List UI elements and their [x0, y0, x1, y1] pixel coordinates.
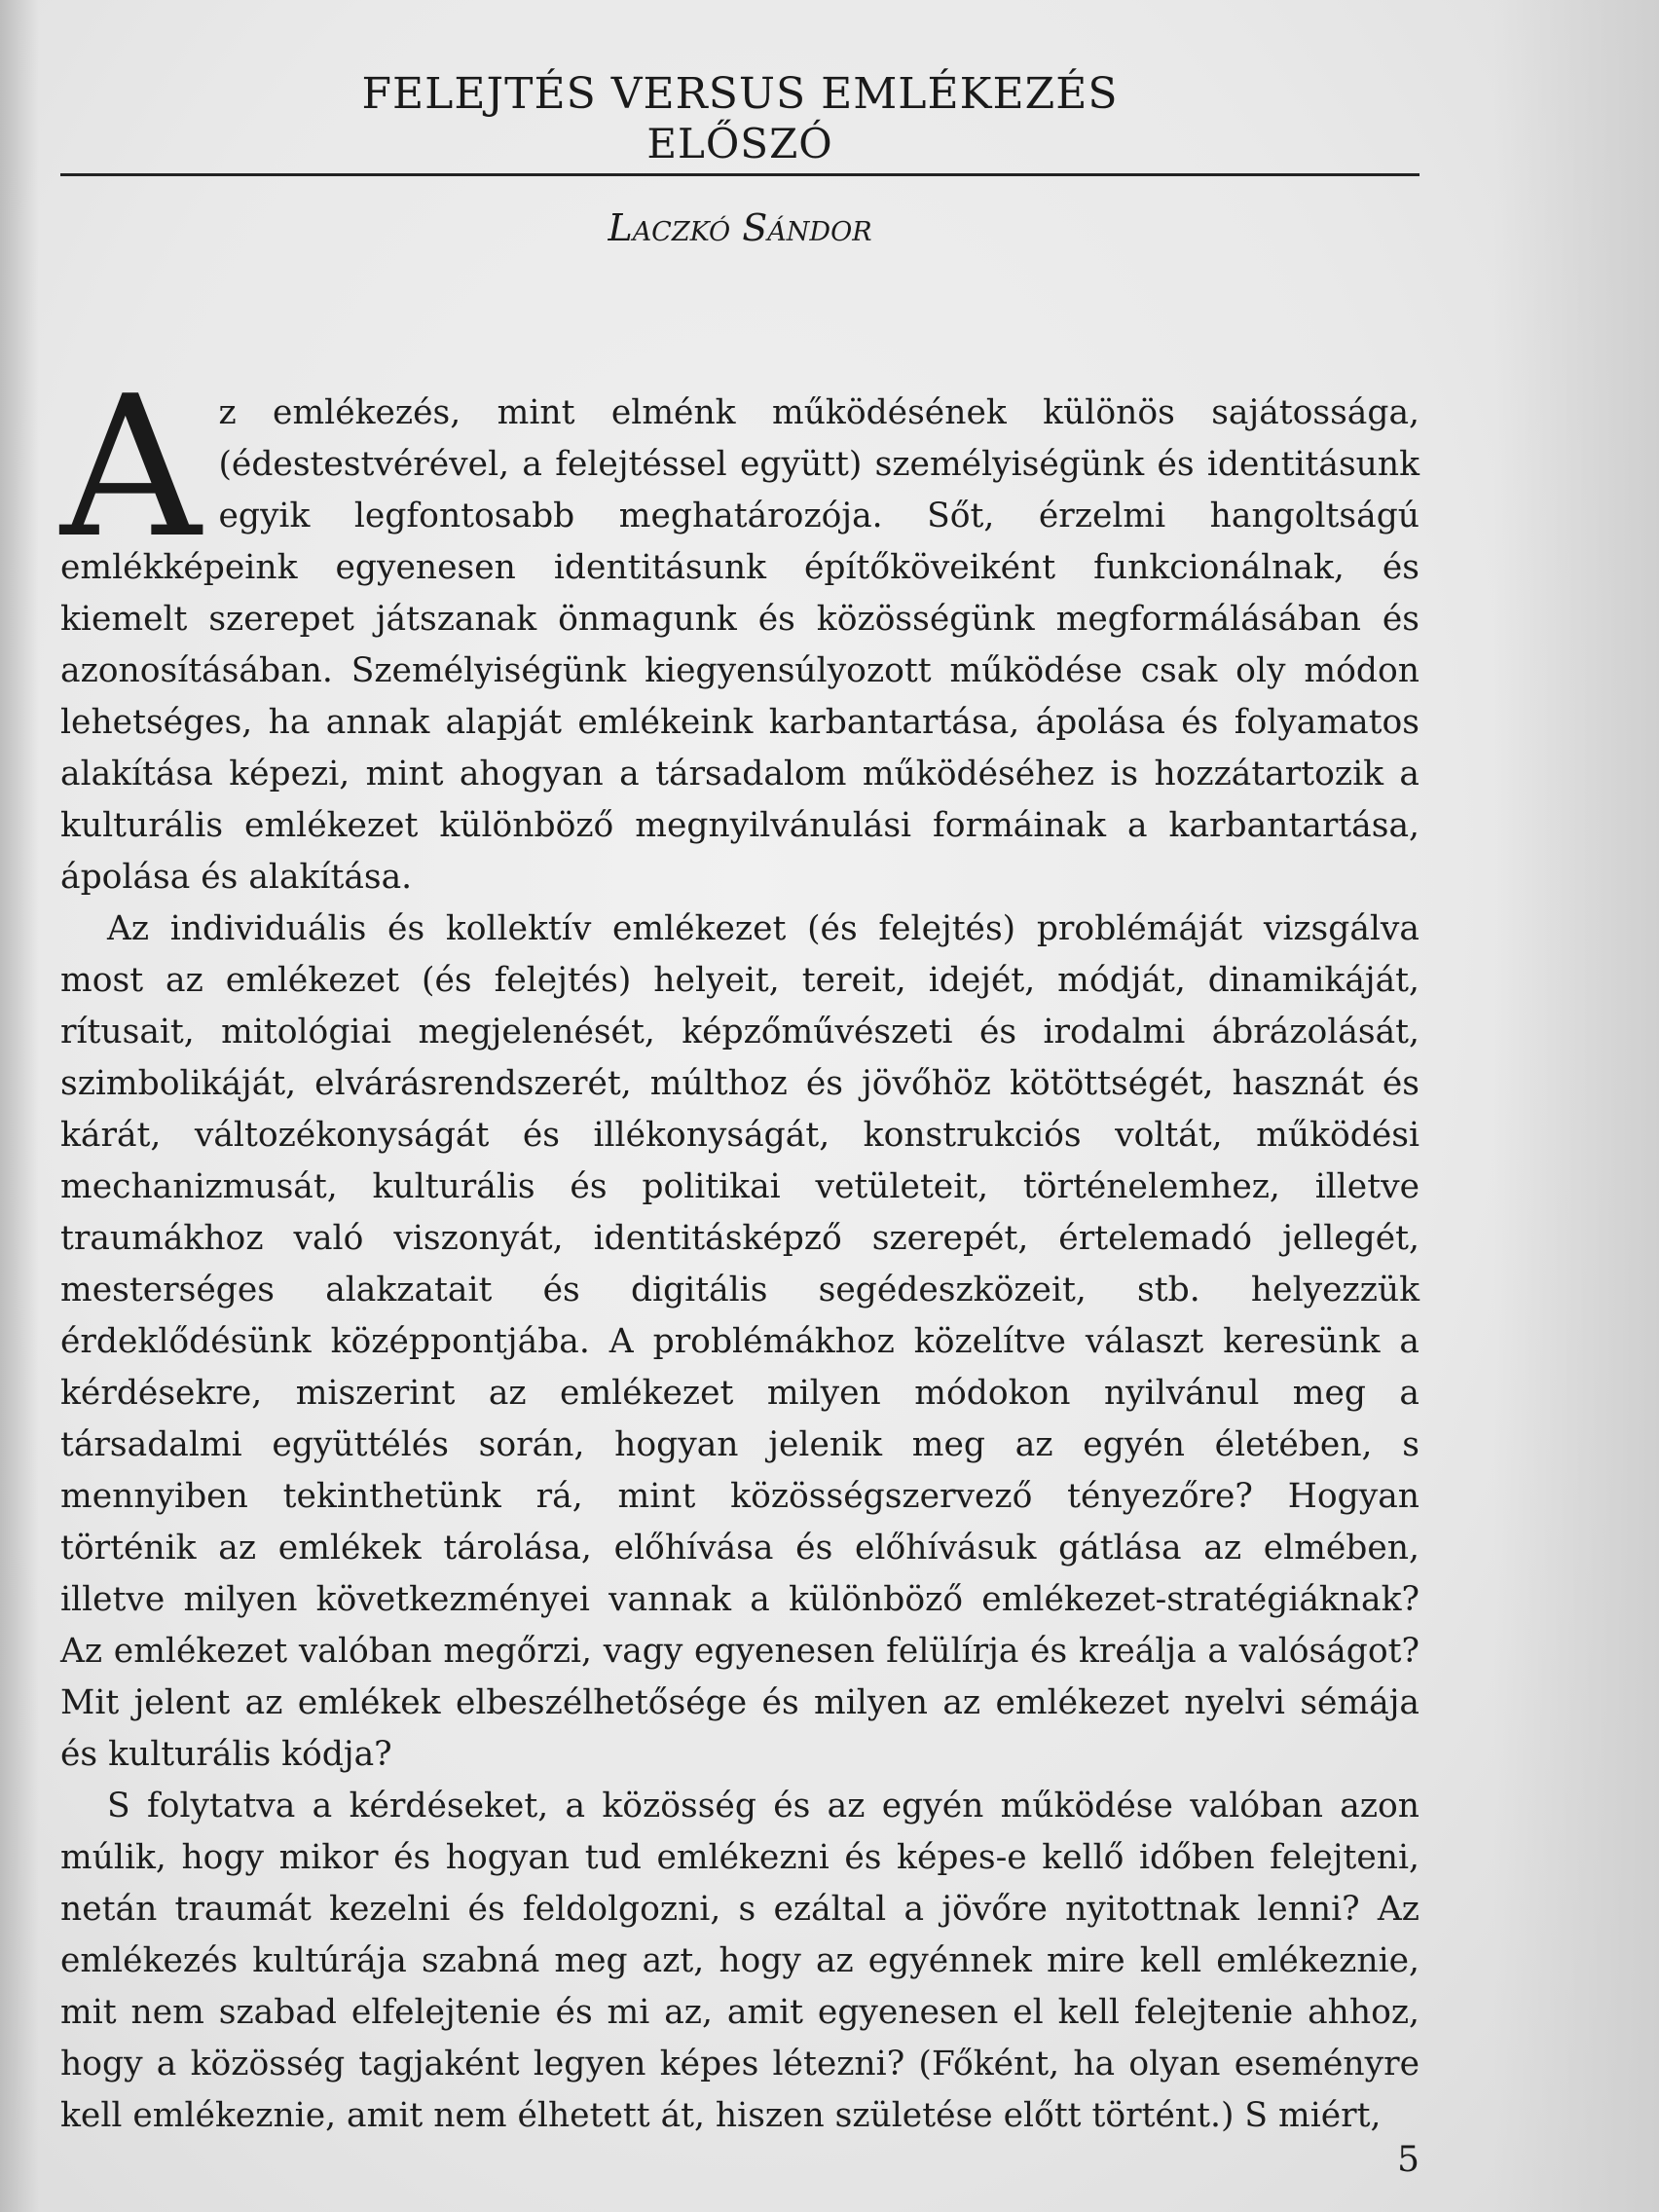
page-edge-shadow	[1493, 0, 1659, 2212]
spine-shadow	[0, 0, 39, 2212]
drop-cap: A	[60, 354, 202, 581]
chapter-header	[60, 68, 1419, 167]
paragraph-2: Az individuális és kollektív emlékezet (és felejtés) problémáját vizsgálva most az emlékezet (és felejtés) helyeit, tereit, idejét, módját, dinamikáját, rítusait, mitológiai megjelenését, képzőművészeti és irodalmi ábrázolását, szimbolikáját, elvárásrendszerét, múlthoz és jövőhöz kötöttségét, hasznát és kárát, változékonyságát és illékonyságát, konstrukciós voltát, működési mechanizmusát, kulturális és politikai vetületeit, történelemhez, illetve traumákhoz való viszonyát, identitásképző szerepét, értelemadó jellegét, mesterséges alakzatait és digitális segédeszközeit, stb. helyezzük érdeklődésünk középpontjába. A problémákhoz közelítve választ keresünk a kérdésekre, miszerint az emlékezet milyen módokon nyilvánul meg a társadalmi együttélés során, hogyan jelenik meg az egyén életében, s mennyiben tekinthetünk rá, mint közösségszervező tényezőre? Hogyan történik az emlékek tárolása, előhívása és előhívásuk gátlása az elmében, illetve milyen következményei vannak a különböző emlékezet-stratégiáknak? Az emlékezet valóban megőrzi, vagy egyenesen felülírja és kreálja a valóságot? Mit jelent az emlékek elbeszélhetősége és milyen az emlékezet nyelvi sémája és kulturális kódja?	[60, 909, 1419, 1774]
author-name: Laczkó Sándor	[608, 206, 872, 249]
chapter-title: FELEJTÉS VERSUS EMLÉKEZÉS	[361, 69, 1119, 119]
page-number: 5	[1397, 2140, 1419, 2180]
header-rule	[60, 173, 1419, 176]
paragraph-1	[60, 354, 1419, 903]
chapter-subtitle: ELŐSZÓ	[646, 120, 833, 167]
paragraph-1-text: z emlékezés, mint elménk működésének különös sajátossága, (édestestvérével, a felejtéssel együtt) személyiségünk és identitásunk egyik legfontosabb meghatározója. Sőt, érzelmi hangoltságú emlékképeink egyenesen identitásunk építőköveiként funkcionálnak, és kiemelt szerepet játszanak önmagunk és közösségünk megformálásában és azonosításában. Személyiségünk kiegyensúlyozott működése csak oly módon lehetséges, ha annak alapját emlékeink karbantartása, ápolása és folyamatos alakítása képezi, mint ahogyan a társadalom működéséhez is hozzátartozik a kulturális emlékezet különböző megnyilvánulási formáinak a karbantartása, ápolása és alakítása.	[60, 393, 1419, 897]
paragraph-3: S folytatva a kérdéseket, a közösség és az egyén működése valóban azon múlik, hogy mikor és hogyan tud emlékezni és képes-e kellő időben felejteni, netán traumát kezelni és feldolgozni, s ezáltal a jövőre nyitottnak lenni? Az emlékezés kultúrája szabná meg azt, hogy az egyénnek mire kell emlékeznie, mit nem szabad elfelejtenie és mi az, amit egyenesen el kell felejtenie ahhoz, hogy a közösség tagjaként legyen képes létezni? (Főként, ha olyan eseményre kell emlékeznie, amit nem élhetett át, hiszen születése előtt történt.) S miért,	[60, 1787, 1419, 2135]
body-text	[60, 354, 1419, 2142]
